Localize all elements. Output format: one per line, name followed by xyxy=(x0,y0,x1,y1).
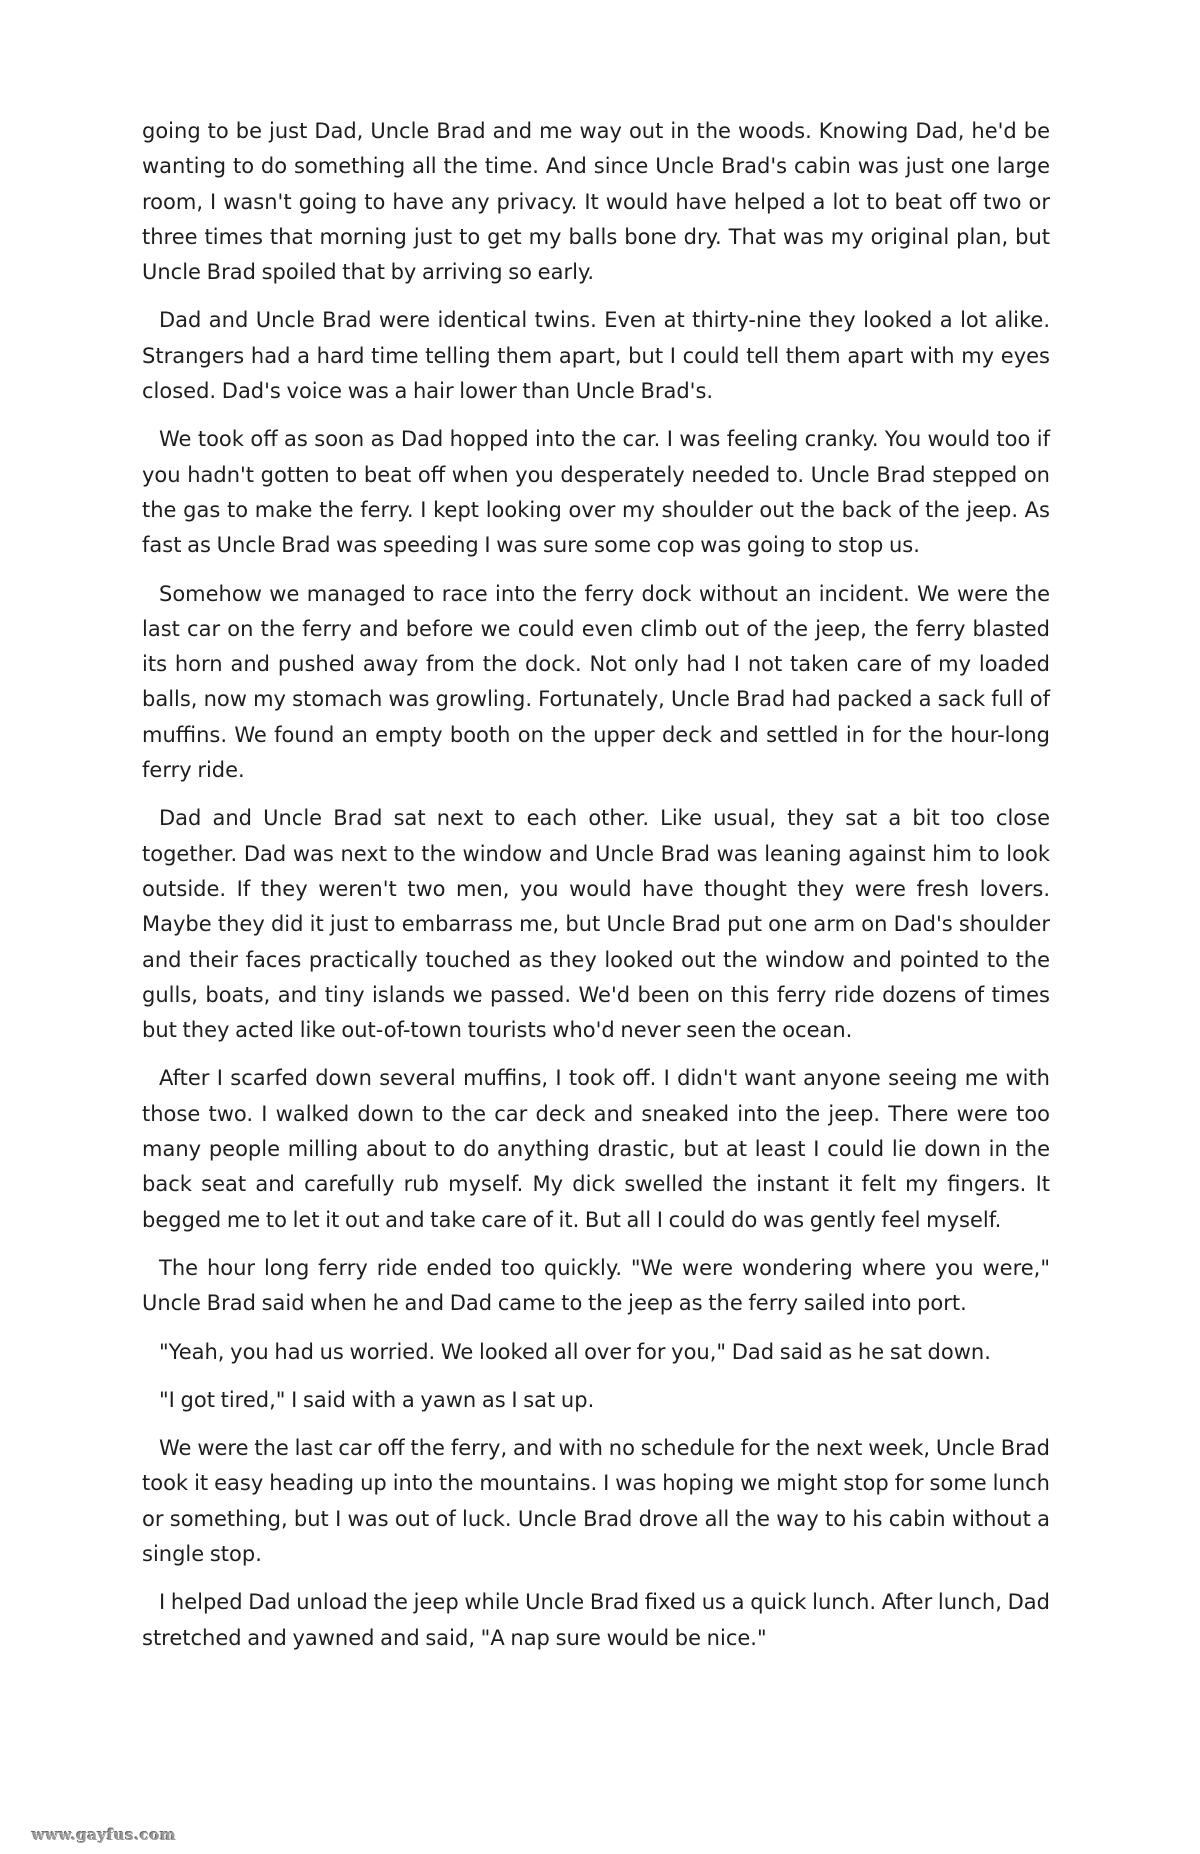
paragraph: "I got tired," I said with a yawn as I sat up. xyxy=(159,1387,595,1412)
paragraph: Dad and Uncle Brad were identical twins. Even at thirty-nine they looked a lot alike. Strangers had a hard time telling them apart, but I could tell them apart with my eyes closed. Dad's voice was a hair lower than Uncle Brad's. xyxy=(142,308,1050,404)
story-text xyxy=(142,114,1050,1669)
paragraph: going to be just Dad, Uncle Brad and me way out in the woods. Knowing Dad, he'd be wanting to do something all the time. And since Uncle Brad's cabin was just one large room, I wasn't going to have any privacy. It would have helped a lot to beat off two or three times that morning just to get my balls bone dry. That was my original plan, but Uncle Brad spoiled that by arriving so early. xyxy=(142,119,1050,285)
site-watermark: www.gayfus.com xyxy=(32,1826,177,1844)
paragraph: Somehow we managed to race into the ferry dock without an incident. We were the last car on the ferry and before we could even climb out of the jeep, the ferry blasted its horn and pushed away from the dock. Not only had I not taken care of my loaded balls, now my stomach was growling. Fortunately, Uncle Brad had packed a sack full of muffins. We found an empty booth on the upper deck and settled in for the hour-long ferry ride. xyxy=(142,581,1050,783)
paragraph: We were the last car off the ferry, and with no schedule for the next week, Uncle Brad took it easy heading up into the mountains. I was hoping we might stop for some lunch or something, but I was out of luck. Uncle Brad drove all the way to his cabin without a single stop. xyxy=(142,1436,1050,1566)
paragraph: The hour long ferry ride ended too quickly. "We were wondering where you were," Uncle Brad said when he and Dad came to the jeep as the ferry sailed into port. xyxy=(142,1255,1050,1316)
paragraph: After I scarfed down several muffins, I took off. I didn't want anyone seeing me with those two. I walked down to the car deck and sneaked into the jeep. There were too many people milling about to do anything drastic, but at least I could lie down in the back seat and carefully rub myself. My dick swelled the instant it felt my fingers. It begged me to let it out and take care of it. But all I could do was gently feel myself. xyxy=(142,1066,1050,1232)
paragraph: Dad and Uncle Brad sat next to each other. Like usual, they sat a bit too close together. Dad was next to the window and Uncle Brad was leaning against him to look outside. If they weren't two men, you would have thought they were fresh lovers. Maybe they did it just to embarrass me, but Uncle Brad put one arm on Dad's shoulder and their faces practically touched as they looked out the window and pointed to the gulls, boats, and tiny islands we passed. We'd been on this ferry ride dozens of times but they acted like out-of-town tourists who'd never seen the ocean. xyxy=(142,806,1050,1043)
paragraph: We took off as soon as Dad hopped into the car. I was feeling cranky. You would too if you hadn't gotten to beat off when you desperately needed to. Uncle Brad stepped on the gas to make the ferry. I kept looking over my shoulder out the back of the jeep. As fast as Uncle Brad was speeding I was sure some cop was going to stop us. xyxy=(142,427,1050,558)
paragraph: "Yeah, you had us worried. We looked all over for you," Dad said as he sat down. xyxy=(159,1339,991,1364)
paragraph: I helped Dad unload the jeep while Uncle Brad fixed us a quick lunch. After lunch, Dad stretched and yawned and said, "A nap sure would be nice." xyxy=(142,1590,1050,1650)
